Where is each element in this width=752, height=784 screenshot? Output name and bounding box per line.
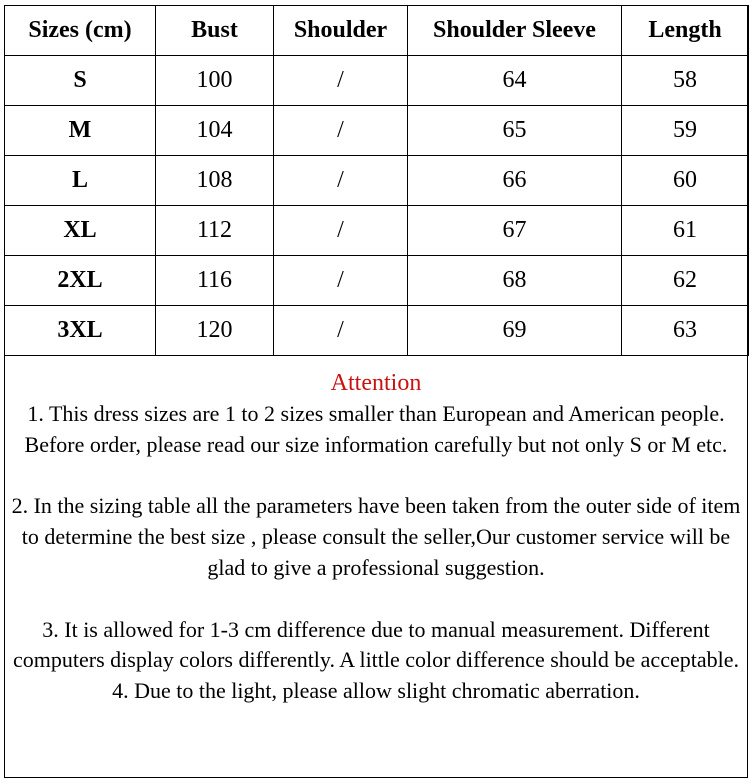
length-cell: 58 — [622, 56, 749, 106]
shoulder-sleeve-cell: 64 — [408, 56, 622, 106]
bust-cell: 108 — [156, 156, 274, 206]
note-3: 3. It is allowed for 1-3 cm difference due to manual measurement. Different computers display colors differently. A little color difference should be acceptable. — [13, 616, 739, 673]
shoulder-cell: / — [274, 56, 408, 106]
header-sizes: Sizes (cm) — [5, 6, 156, 56]
bust-cell: 116 — [156, 256, 274, 306]
attention-notes — [5, 362, 747, 707]
note-1: 1. This dress sizes are 1 to 2 sizes smaller than European and American people. Before order, please read our size information carefully but not only S or M etc. — [24, 401, 728, 457]
table-header-row — [5, 6, 749, 56]
bust-cell: 100 — [156, 56, 274, 106]
length-cell: 63 — [622, 306, 749, 356]
size-cell: L — [5, 156, 156, 206]
header-bust: Bust — [156, 6, 274, 56]
shoulder-sleeve-cell: 66 — [408, 156, 622, 206]
spacer — [5, 461, 747, 492]
shoulder-sleeve-cell: 69 — [408, 306, 622, 356]
length-cell: 60 — [622, 156, 749, 206]
shoulder-sleeve-cell: 65 — [408, 106, 622, 156]
shoulder-sleeve-cell: 68 — [408, 256, 622, 306]
size-chart — [4, 5, 748, 778]
size-cell: M — [5, 106, 156, 156]
shoulder-sleeve-cell: 67 — [408, 206, 622, 256]
shoulder-cell: / — [274, 106, 408, 156]
bust-cell: 104 — [156, 106, 274, 156]
header-length: Length — [622, 6, 749, 56]
bust-cell: 112 — [156, 206, 274, 256]
table-row — [5, 206, 749, 256]
length-cell: 61 — [622, 206, 749, 256]
table-row — [5, 106, 749, 156]
length-cell: 62 — [622, 256, 749, 306]
shoulder-cell: / — [274, 206, 408, 256]
bust-cell: 120 — [156, 306, 274, 356]
table-row — [5, 306, 749, 356]
size-table — [4, 5, 749, 356]
table-row — [5, 56, 749, 106]
note-4: 4. Due to the light, please allow slight chromatic aberration. — [112, 678, 640, 704]
size-cell: 2XL — [5, 256, 156, 306]
size-cell: 3XL — [5, 306, 156, 356]
table-row — [5, 256, 749, 306]
shoulder-cell: / — [274, 156, 408, 206]
size-cell: S — [5, 56, 156, 106]
length-cell: 59 — [622, 106, 749, 156]
size-cell: XL — [5, 206, 156, 256]
header-shoulder: Shoulder — [274, 6, 408, 56]
spacer — [5, 584, 747, 615]
attention-heading: Attention — [330, 370, 422, 396]
shoulder-cell: / — [274, 256, 408, 306]
table-row — [5, 156, 749, 206]
shoulder-cell: / — [274, 306, 408, 356]
header-shoulder-sleeve: Shoulder Sleeve — [408, 6, 622, 56]
note-2: 2. In the sizing table all the parameters have been taken from the outer side of item to determine the best size , please consult the seller,Our customer service will be glad to give a professional suggestion. — [11, 493, 741, 580]
